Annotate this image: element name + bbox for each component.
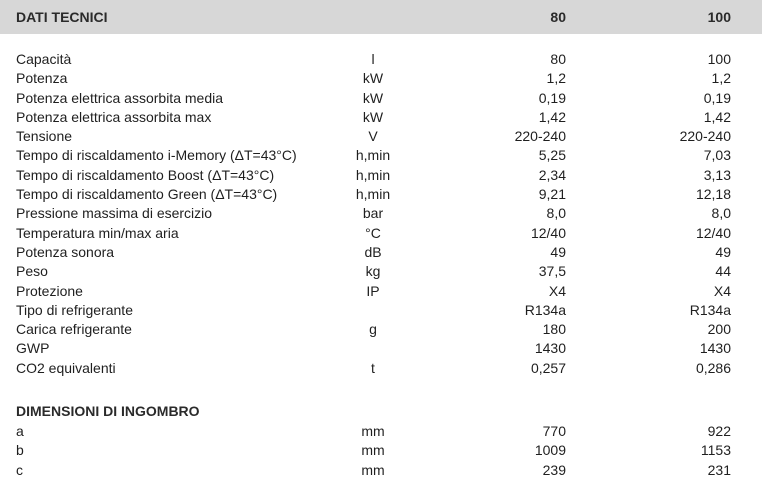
row-unit: mm [361,442,385,459]
row-value-80: 180 [542,321,566,338]
row-value-100: 49 [715,243,731,260]
row-unit: V [368,128,378,145]
row-value-100: 1430 [699,340,731,357]
row-value-80: 49 [550,243,566,260]
row-value-100: 44 [715,263,731,280]
row-value-100: 3,13 [703,166,731,183]
row-value-80: 8,0 [546,205,566,222]
row-value-100: 1153 [700,442,731,459]
table-row [0,339,762,358]
row-value-80: 1,42 [538,108,566,125]
row-label: Capacità [16,51,72,67]
row-value-80: 37,5 [538,263,566,280]
row-value-100: 220-240 [679,128,731,145]
table-row [0,224,762,243]
row-label: GWP [16,340,50,357]
row-value-80: 2,34 [538,166,566,183]
row-value-80: R134a [524,301,566,318]
row-unit: bar [362,205,384,222]
row-value-80: 220-240 [514,128,566,145]
row-unit: l [371,51,375,67]
row-value-80: 1009 [534,442,566,459]
row-value-100: 12,18 [695,186,731,203]
row-value-80: 12/40 [530,224,566,241]
table-row [0,359,762,378]
row-label: Peso [16,263,48,280]
row-unit: dB [364,243,382,260]
row-value-100: 922 [707,423,731,439]
row-value-100: 0,19 [703,89,731,106]
row-unit: mm [361,461,385,478]
row-label: a [16,423,24,439]
row-label: Pressione massima di esercizio [16,205,213,222]
row-unit: h,min [355,147,391,164]
row-value-100: 1,42 [703,108,731,125]
table-header [0,0,762,34]
column-header-80: 80 [550,9,566,25]
row-value-100: X4 [713,282,731,299]
row-label: Tempo di riscaldamento i-Memory (ΔT=43°C) [16,147,297,164]
row-label: Potenza elettrica assorbita media [16,89,223,106]
row-unit: g [369,321,377,338]
table-row [0,108,762,127]
table-row [0,146,762,165]
row-label: Temperatura min/max aria [16,224,179,241]
row-unit: °C [365,224,381,241]
table-row [0,69,762,88]
table-row [0,320,762,339]
row-label: b [16,442,24,459]
row-label: Potenza [16,70,68,87]
table-row [0,441,762,460]
row-unit: kW [362,70,384,87]
dimensions-table [0,422,762,480]
row-label: CO2 equivalenti [16,359,116,376]
row-value-80: 1430 [534,340,566,357]
row-value-100: 100 [707,51,731,67]
row-value-100: 1,2 [711,70,731,87]
row-value-100: R134a [689,301,731,318]
table-row [0,89,762,108]
row-label: Tipo di refrigerante [16,301,133,318]
row-unit: kW [362,89,384,106]
row-unit: mm [361,423,385,439]
table-row [0,301,762,320]
table-row [0,185,762,204]
row-unit: IP [366,282,380,299]
row-unit: kg [365,263,381,280]
row-label: c [16,461,23,478]
table-title: DATI TECNICI [16,9,108,25]
row-label: Carica refrigerante [16,321,132,338]
row-value-80: 0,19 [538,89,566,106]
table-row [0,243,762,262]
row-label: Tensione [16,128,73,145]
dimensions-title: DIMENSIONI DI INGOMBRO [16,403,200,419]
row-value-100: 7,03 [703,147,731,164]
row-label: Tempo di riscaldamento Green (ΔT=43°C) [16,186,278,203]
row-value-100: 200 [707,321,731,338]
row-value-100: 12/40 [695,224,731,241]
row-value-80: X4 [548,282,566,299]
row-value-80: 80 [550,51,566,67]
table-row [0,262,762,281]
table-row [0,50,762,69]
row-unit: kW [362,108,384,125]
row-label: Tempo di riscaldamento Boost (ΔT=43°C) [16,166,275,183]
row-value-80: 1,2 [546,70,566,87]
table-row [0,127,762,146]
row-value-80: 239 [542,461,566,478]
table-row [0,461,762,480]
row-value-80: 9,21 [538,186,566,203]
table-row [0,204,762,223]
row-value-80: 5,25 [538,147,566,164]
row-label: Potenza elettrica assorbita max [16,108,212,125]
row-unit: h,min [355,166,391,183]
table-row [0,166,762,185]
specs-table [0,50,762,378]
table-row [0,422,762,441]
row-label: Protezione [16,282,83,299]
row-value-80: 770 [542,423,566,439]
row-unit: t [371,359,375,376]
column-header-100: 100 [707,9,731,25]
row-value-100: 0,286 [695,359,731,376]
row-value-80: 0,257 [530,359,566,376]
table-row [0,282,762,301]
row-value-100: 231 [707,461,731,478]
row-value-100: 8,0 [711,205,731,222]
row-label: Potenza sonora [16,243,115,260]
row-unit: h,min [355,186,391,203]
